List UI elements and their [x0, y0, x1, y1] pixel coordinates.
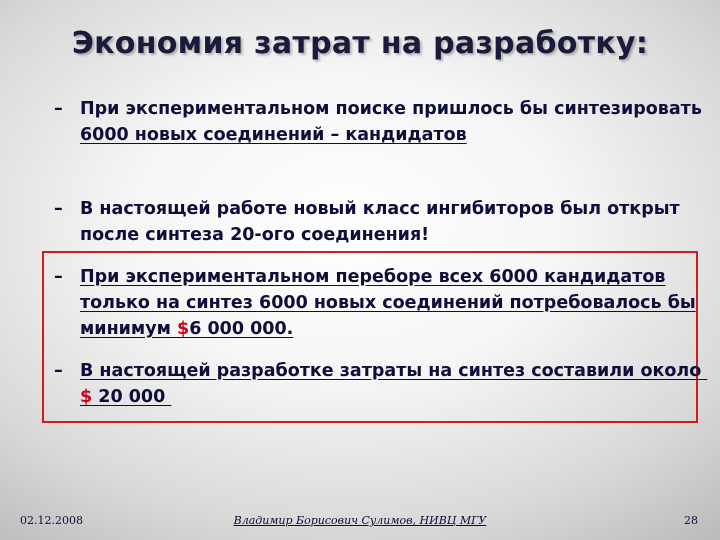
bullet-item-3 [54, 264, 714, 342]
bullet-text-amount: 20 000 [92, 387, 172, 407]
bullet-text-plain: При экспериментальном переборе всех 6000 кандидатов только на синтез 6000 новых соединений потребовалось бы минимум [80, 267, 696, 339]
dollar-sign: $ [177, 319, 190, 339]
dollar-sign: $ [80, 387, 93, 407]
bullet-text: В настоящей работе новый класс ингибиторов был открыт после синтеза 20-ого соединения! [80, 199, 680, 245]
bullet-dash: – [54, 361, 63, 381]
footer-author: Владимир Борисович Сулимов, НИВЦ МГУ [233, 514, 487, 527]
bullet-text [80, 264, 714, 342]
bullet-dash: – [54, 199, 63, 219]
bullet-text-underlined: 6000 новых соединений – кандидатов [80, 125, 467, 145]
bullet-dash: – [54, 99, 63, 119]
bullet-text-plain: В настоящей разработке затраты на синтез составили около [80, 361, 708, 381]
footer-date: 02.12.2008 [20, 514, 83, 527]
bullet-item-1 [54, 96, 714, 148]
bullet-text-amount: 6 000 000. [189, 319, 294, 339]
bullet-text [80, 96, 714, 148]
bullet-text [80, 358, 714, 410]
bullet-text-plain: При экспериментальном поиске пришлось бы синтезировать [80, 99, 702, 119]
bullet-item-4 [54, 358, 714, 410]
bullet-dash: – [54, 267, 63, 287]
page-number: 28 [684, 514, 698, 527]
bullet-item-2 [54, 196, 714, 248]
slide-title: Экономия затрат на разработку: [71, 26, 649, 61]
